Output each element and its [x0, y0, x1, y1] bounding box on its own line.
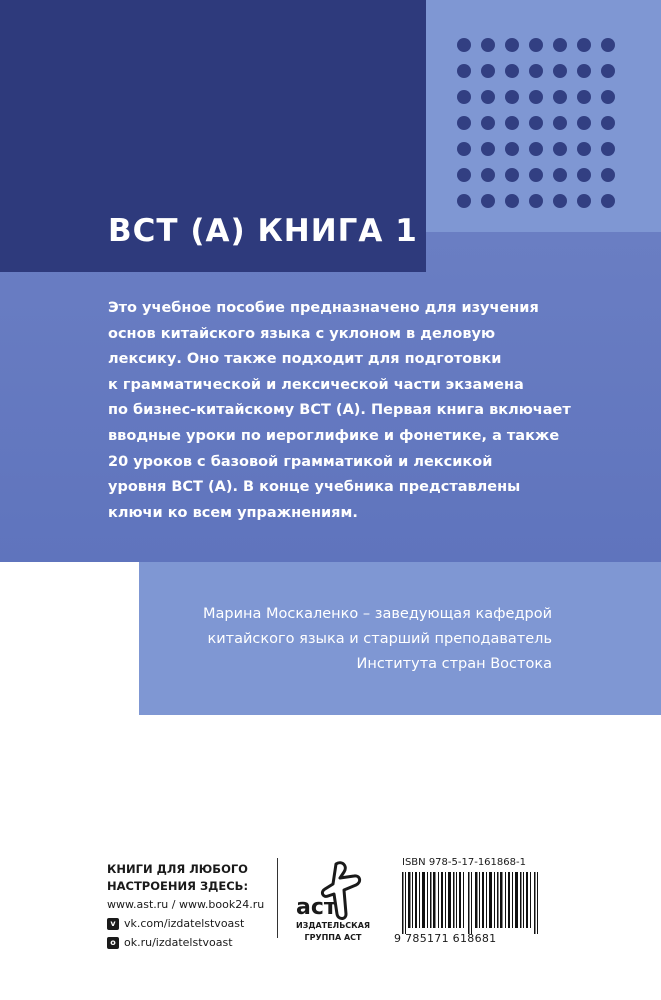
dot	[505, 90, 519, 104]
dot	[577, 116, 591, 130]
dot	[457, 38, 471, 52]
dot	[529, 168, 543, 182]
author-line: китайского языка и старший преподаватель	[207, 631, 552, 647]
dot	[577, 194, 591, 208]
dot	[481, 90, 495, 104]
dot	[457, 64, 471, 78]
author-line: Марина Москаленко – заведующая кафедрой	[203, 606, 552, 622]
publisher-caption-line: ГРУППА АСТ	[304, 933, 362, 942]
dot	[577, 142, 591, 156]
publisher-caption	[290, 920, 376, 944]
description-line: уровня BCT (А). В конце учебника представлены	[108, 479, 521, 496]
footer-heading-line: КНИГИ ДЛЯ ЛЮБОГО	[107, 862, 248, 876]
ok-icon: o	[107, 937, 119, 949]
description-line: 20 уроков с базовой грамматикой и лексикой	[108, 453, 493, 470]
dot	[553, 194, 567, 208]
dot	[481, 168, 495, 182]
dot	[553, 168, 567, 182]
dot	[457, 142, 471, 156]
isbn: ISBN 978-5-17-161868-1	[402, 857, 526, 868]
dot	[529, 194, 543, 208]
vk-icon: v	[107, 918, 119, 930]
description-line: вводные уроки по иероглифике и фонетике, а также	[108, 427, 560, 444]
dot	[505, 64, 519, 78]
dot	[505, 142, 519, 156]
description-line: основ китайского языка с уклоном в деловую	[108, 325, 496, 342]
barcode-icon	[398, 872, 548, 934]
dot	[601, 142, 615, 156]
description-line: ключи ко всем упражнениям.	[108, 504, 358, 521]
dot	[553, 116, 567, 130]
dot	[553, 38, 567, 52]
description-line: Это учебное пособие предназначено для изучения	[108, 300, 539, 316]
book-description	[108, 296, 578, 526]
ok-link[interactable]	[107, 933, 264, 952]
footer-divider	[277, 858, 278, 938]
vk-link[interactable]	[107, 914, 264, 933]
dot	[457, 168, 471, 182]
dot	[505, 116, 519, 130]
dot	[553, 142, 567, 156]
dot-pattern	[457, 38, 615, 208]
dot	[601, 168, 615, 182]
footer-links	[107, 861, 264, 952]
dot	[529, 64, 543, 78]
vk-text: vk.com/izdatelstvoast	[124, 917, 245, 930]
dot	[505, 168, 519, 182]
websites-text: www.ast.ru / www.book24.ru	[107, 898, 265, 911]
dot	[481, 194, 495, 208]
dot	[553, 90, 567, 104]
dot	[457, 116, 471, 130]
dot	[601, 64, 615, 78]
dot	[577, 168, 591, 182]
footer-heading-line: НАСТРОЕНИЯ ЗДЕСЬ:	[107, 879, 249, 893]
dot	[457, 194, 471, 208]
ok-text: ok.ru/izdatelstvoast	[124, 936, 233, 949]
description-line: к грамматической и лексической части экзамена	[108, 376, 524, 393]
author-bio	[160, 602, 552, 677]
dot	[577, 64, 591, 78]
dot	[481, 116, 495, 130]
dot	[529, 90, 543, 104]
author-line: Института стран Востока	[356, 656, 552, 672]
dot	[481, 142, 495, 156]
dot	[529, 116, 543, 130]
dot	[529, 38, 543, 52]
dot	[601, 194, 615, 208]
barcode-number: 9 785171 618681	[394, 932, 497, 945]
dot	[577, 90, 591, 104]
dot	[529, 142, 543, 156]
description-line: лексику. Оно также подходит для подготовки	[108, 351, 502, 368]
websites-link[interactable]	[107, 895, 264, 914]
dot	[577, 38, 591, 52]
dot	[481, 64, 495, 78]
dot	[505, 194, 519, 208]
dot	[481, 38, 495, 52]
logo-text: аст	[296, 895, 337, 920]
dot	[553, 64, 567, 78]
dot	[505, 38, 519, 52]
dot	[601, 116, 615, 130]
dot	[601, 38, 615, 52]
dot	[601, 90, 615, 104]
book-title: BCT (А) КНИГА 1	[108, 213, 418, 249]
dot	[457, 90, 471, 104]
description-line: по бизнес-китайскому BCT (А). Первая книга включает	[108, 402, 571, 419]
publisher-caption-line: ИЗДАТЕЛЬСКАЯ	[295, 921, 371, 930]
